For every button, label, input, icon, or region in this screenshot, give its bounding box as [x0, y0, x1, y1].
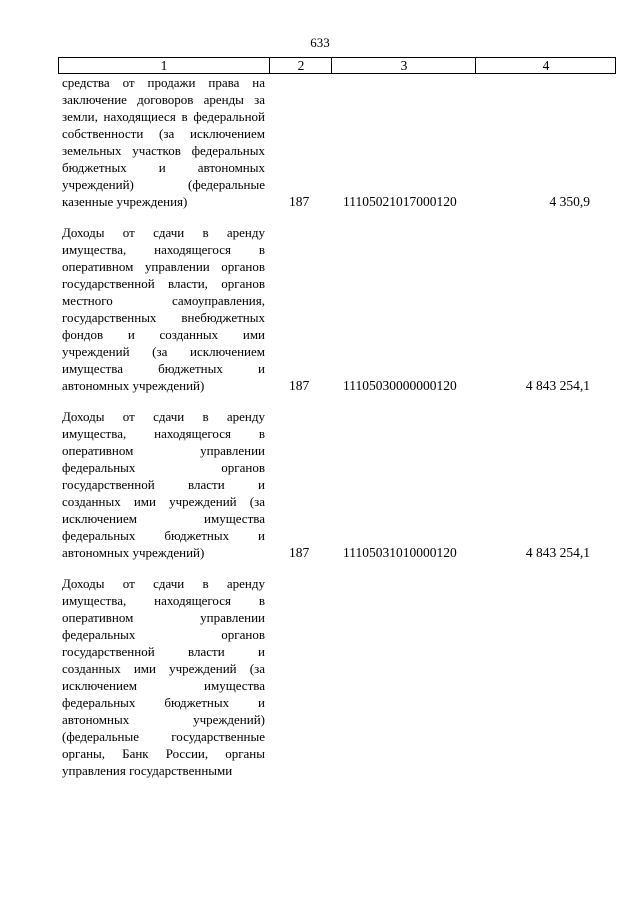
table-header [58, 57, 616, 74]
row-description: средства от продажи права на заключение договоров аренды за земли, находящиеся в федеральной собственности (за исключением земельных участков федеральных бюджетных и автономных учреждений) (федеральные казенные учреждения) [62, 75, 265, 209]
header-col-2: 2 [269, 58, 332, 73]
row-admin-code: 187 [289, 545, 310, 560]
row-budget-code: 11105030000000120 [343, 378, 457, 393]
header-col-3: 3 [331, 58, 476, 73]
row-amount: 4 843 254,1 [525, 545, 590, 560]
header-col-1: 1 [160, 58, 168, 73]
table-row [0, 224, 640, 394]
page-number: 633 [310, 35, 330, 50]
row-amount: 4 843 254,1 [525, 378, 590, 393]
row-description: Доходы от сдачи в аренду имущества, находящегося в оперативном управлении федеральных органов государственной власти и созданных ими учреждений (за исключением имущества федеральных бюджетных и автономных учреждений) (федеральные государственные органы, Банк России, органы управления государственными [62, 576, 265, 778]
row-amount: 4 350,9 [549, 194, 590, 209]
row-description: Доходы от сдачи в аренду имущества, находящегося в оперативном управлении федеральных органов государственной власти и созданных ими учреждений (за исключением имущества федеральных бюджетных и автономных учреждений) [62, 409, 265, 560]
row-budget-code: 11105031010000120 [343, 545, 457, 560]
row-budget-code: 11105021017000120 [343, 194, 457, 209]
row-description: Доходы от сдачи в аренду имущества, находящегося в оперативном управлении органов государственной власти, органов местного самоуправления, государственных внебюджетных фондов и созданных ими учреждений (за исключением имущества бюджетных и автономных учреждений) [62, 225, 265, 393]
table-body [0, 74, 640, 793]
header-col-4: 4 [475, 58, 616, 73]
table-row [0, 575, 640, 779]
row-admin-code: 187 [289, 378, 310, 393]
table-row [0, 74, 640, 210]
table-row [0, 408, 640, 561]
row-admin-code: 187 [289, 194, 310, 209]
